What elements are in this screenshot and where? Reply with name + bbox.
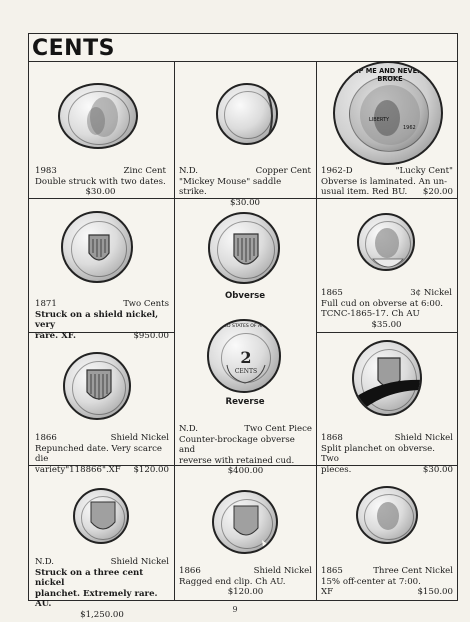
listing-lucky-cent: 1962-D "Lucky Cent" Obverse is laminated. An un- usual item. Red BU. $20.00 bbox=[321, 166, 453, 198]
liberty-head-icon bbox=[358, 488, 418, 544]
coin-1871-two-cents-on-shield-nickel bbox=[61, 211, 133, 283]
coin-1866-repunched-date bbox=[63, 352, 131, 420]
coin-two-cent-obverse bbox=[208, 212, 280, 284]
listing-1871-two-cents: 1871 Two Cents Struck on a shield nickel, very rare. XF. $950.00 bbox=[35, 299, 169, 341]
listing-1865-three-cent-nickel: 1865 3¢ Nickel Full cud on obverse at 6:00. TCNC-1865-17. Ch AU $35.00 bbox=[321, 288, 452, 330]
lucky-cent-liberty-text: LIBERTY bbox=[369, 117, 390, 123]
page-number: 9 bbox=[232, 605, 238, 614]
coin-lucky-cent bbox=[333, 61, 443, 165]
shield-icon bbox=[214, 492, 278, 554]
listing-1866-shield-nickel-clip: 1866 Shield Nickel Ragged end clip. Ch AU. $120.00 bbox=[179, 566, 312, 598]
two-cent-denomination-text: 2 bbox=[240, 348, 252, 367]
listing-shield-nickel-three-cent-planchet: N.D. Shield Nickel Struck on a three cent nickel planchet. Extremely rare. AU. $1,250.00 bbox=[35, 557, 169, 620]
label-obverse: Obverse bbox=[224, 291, 266, 301]
coin-1868-split-planchet bbox=[352, 340, 422, 416]
column-divider-2 bbox=[316, 61, 317, 601]
listing-1866-shield-nickel-repunched: 1866 Shield Nickel Repunched date. Very scarce die variety"118866".XF $120.00 bbox=[35, 433, 169, 475]
coin-1865-three-cent-nickel-cud bbox=[357, 213, 415, 271]
shield-icon bbox=[210, 214, 280, 284]
saddle-strike-icon bbox=[218, 85, 278, 145]
two-cent-cents-text: CENTS bbox=[234, 368, 258, 375]
shield-icon bbox=[75, 490, 129, 544]
coin-1865-three-cent-off-center bbox=[356, 486, 418, 544]
label-reverse: Reverse bbox=[225, 397, 265, 407]
split-planchet-icon bbox=[354, 342, 422, 416]
lucky-cent-ring-legend: KEEP ME AND NEVER GO BROKE bbox=[344, 67, 436, 83]
lucky-cent-date-text: 1962 bbox=[403, 125, 416, 131]
column-divider-1 bbox=[174, 61, 175, 601]
shield-icon bbox=[63, 213, 133, 283]
liberty-head-icon bbox=[359, 215, 415, 271]
section-heading: CENTS bbox=[32, 36, 115, 61]
listing-1865-three-cent-nickel-off-center: 1865 Three Cent Nickel 15% off-center at 7:00. XF $150.00 bbox=[321, 566, 453, 598]
wreath-icon bbox=[209, 321, 281, 393]
listing-1868-shield-nickel: 1868 Shield Nickel Split planchet on obverse. Two pieces. $30.00 bbox=[321, 433, 453, 475]
lincoln-portrait-icon bbox=[60, 85, 138, 149]
coin-1983-zinc-cent bbox=[58, 83, 138, 149]
coin-two-cent-reverse bbox=[207, 319, 281, 393]
coin-1866-ragged-end-clip bbox=[212, 490, 278, 554]
listing-mickey-mouse-copper-cent: N.D. Copper Cent "Mickey Mouse" saddle strike. $30.00 bbox=[179, 166, 311, 208]
listing-1983-zinc-cent: 1983 Zinc Cent Double struck with two dates. $30.00 bbox=[35, 166, 166, 198]
listing-two-cent-piece: N.D. Two Cent Piece Counter-brockage obverse and reverse with retained cud. $400.00 bbox=[179, 424, 312, 477]
coin-mickey-mouse-saddle-strike bbox=[216, 83, 278, 145]
row-divider-2-right bbox=[316, 332, 458, 333]
coin-shield-nickel-on-three-cent-planchet bbox=[73, 488, 129, 544]
two-cent-reverse-legend: UNITED STATES OF AMERICA bbox=[213, 324, 279, 329]
shield-icon bbox=[65, 354, 131, 420]
